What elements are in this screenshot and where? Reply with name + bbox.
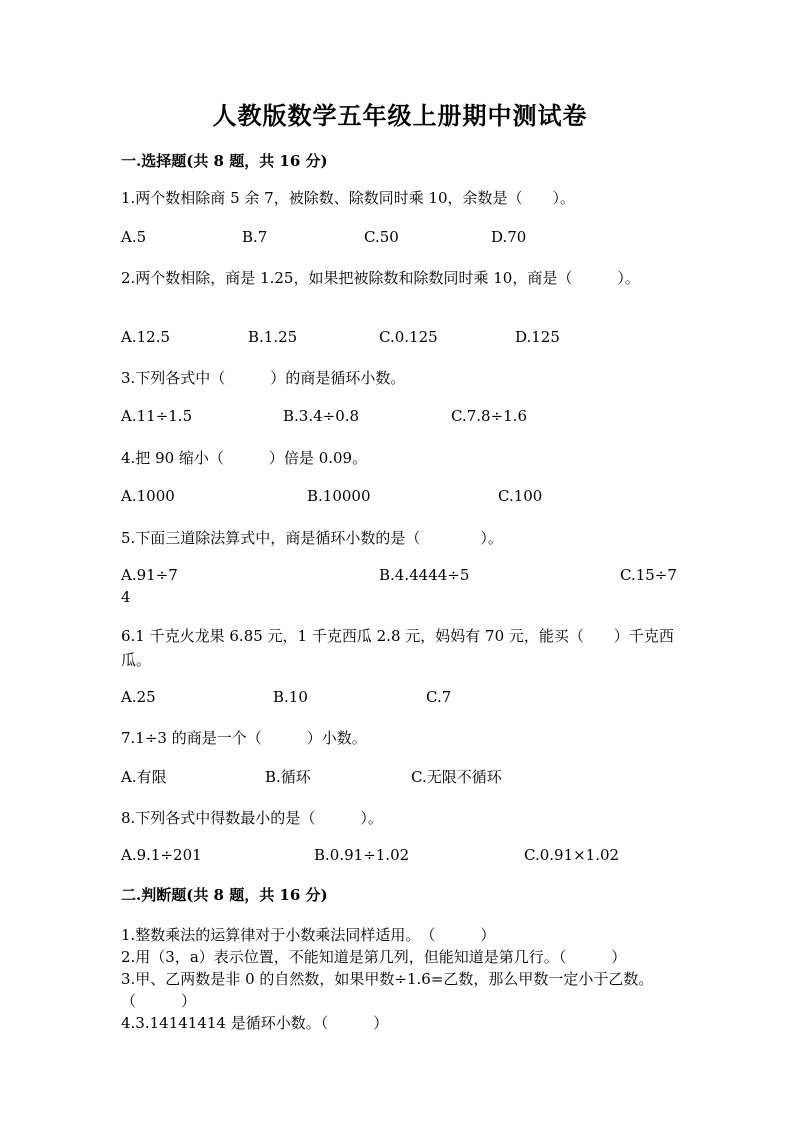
q8-option-b: B.0.91÷1.02: [314, 846, 410, 864]
choice-question-1: 1.两个数相除商 5 余 7，被除数、除数同时乘 10，余数是（ ）。: [121, 189, 576, 207]
q1-option-d: D.70: [491, 228, 527, 246]
true-false-question-4: 4.3.14141414 是循环小数。（ ）: [121, 1014, 389, 1032]
q2-option-c: C.0.125: [379, 328, 438, 346]
page-title: 人教版数学五年级上册期中测试卷: [212, 101, 588, 130]
section-heading-choice: 一.选择题(共 8 题，共 16 分): [121, 152, 328, 170]
q1-option-a: A.5: [121, 228, 147, 246]
q2-option-d: D.125: [515, 328, 560, 346]
q6-option-b: B.10: [273, 688, 308, 706]
true-false-question-1: 1.整数乘法的运算律对于小数乘法同样适用。 （ ）: [121, 926, 496, 944]
q4-option-c: C.100: [498, 487, 543, 505]
q5-option-overflow: 4: [121, 588, 131, 606]
q3-option-b: B.3.4÷0.8: [283, 407, 360, 425]
q4-option-a: A.1000: [121, 487, 175, 505]
q3-option-c: C.7.8÷1.6: [451, 407, 527, 425]
q2-option-b: B.1.25: [248, 328, 298, 346]
choice-question-5: 5.下面三道除法算式中，商是循环小数的是（ ）。: [121, 529, 503, 547]
choice-question-2: 2.两个数相除，商是 1.25，如果把被除数和除数同时乘 10，商是（ ）。: [121, 269, 640, 287]
q6-option-c: C.7: [426, 688, 452, 706]
true-false-question-3: 3.甲、乙两数是非 0 的自然数，如果甲数÷1.6=乙数，那么甲数一定小于乙数。（ ）: [121, 970, 654, 1010]
q8-option-a: A.9.1÷201: [121, 846, 202, 864]
q1-option-c: C.50: [364, 228, 399, 246]
choice-question-3: 3.下列各式中（ ）的商是循环小数。: [121, 369, 406, 387]
q3-option-a: A.11÷1.5: [121, 407, 193, 425]
choice-question-8: 8.下列各式中得数最小的是（ ）。: [121, 809, 383, 827]
q2-option-a: A.12.5: [121, 328, 170, 346]
q5-option-a: A.91÷7: [121, 566, 178, 584]
section-heading-true-false: 二.判断题(共 8 题，共 16 分): [121, 886, 328, 904]
q1-option-b: B.7: [242, 228, 268, 246]
choice-question-4: 4.把 90 缩小（ ）倍是 0.09。: [121, 449, 368, 467]
q8-option-c: C.0.91×1.02: [524, 846, 620, 864]
choice-question-6: 6.1 千克火龙果 6.85 元，1 千克西瓜 2.8 元，妈妈有 70 元，能买（ ）千克西瓜。: [121, 627, 674, 669]
q6-option-a: A.25: [121, 688, 156, 706]
q7-option-a: A.有限: [121, 768, 167, 786]
q4-option-b: B.10000: [307, 487, 371, 505]
choice-question-7: 7.1÷3 的商是一个（ ）小数。: [121, 729, 367, 747]
q7-option-b: B.循环: [265, 768, 311, 786]
q7-option-c: C.无限不循环: [411, 768, 502, 786]
q5-option-c: C.15÷7: [620, 566, 677, 584]
q5-option-b: B.4.4444÷5: [379, 566, 470, 584]
true-false-question-2: 2.用（3，a）表示位置，不能知道是第几列，但能知道是第几行。（ ）: [121, 948, 627, 966]
